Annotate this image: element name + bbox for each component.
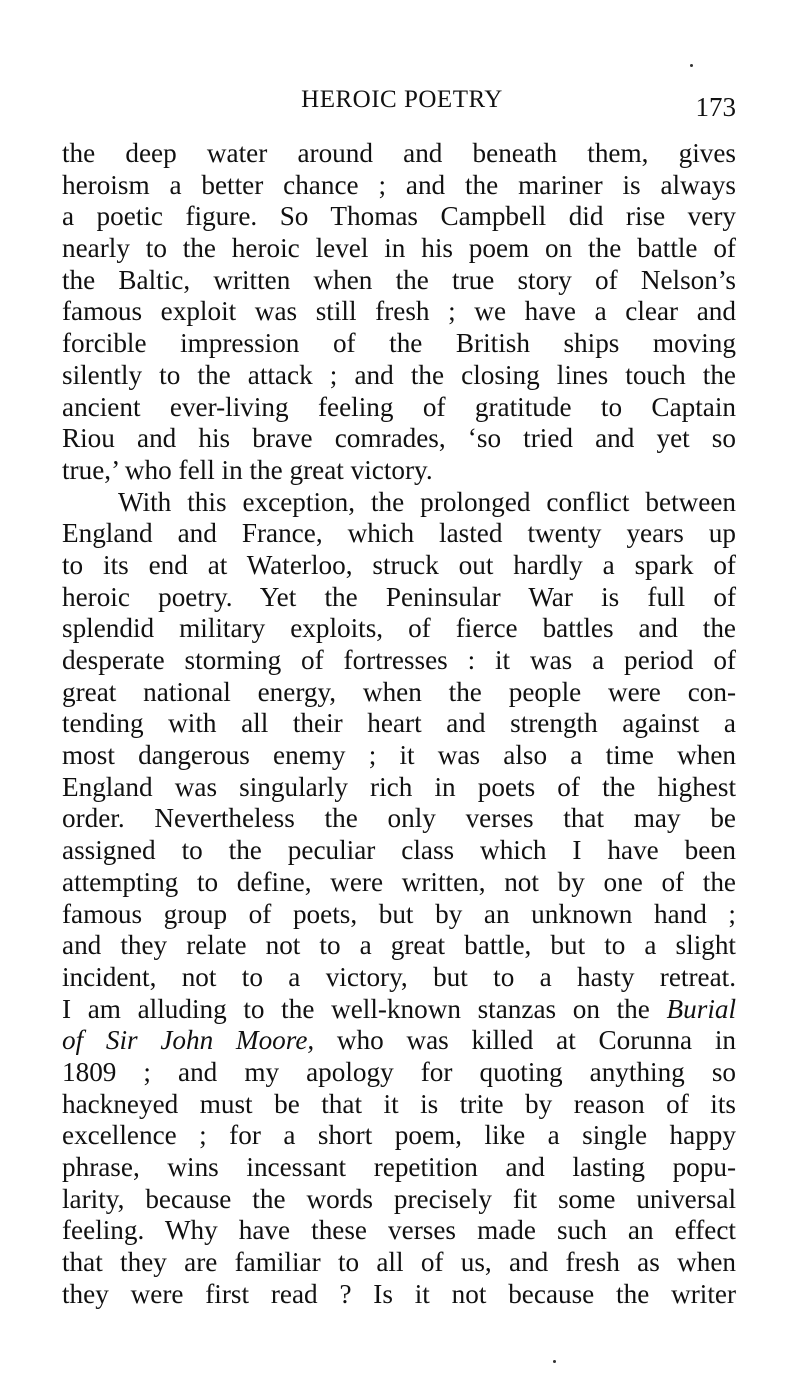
text-line: incident, not to a victory, but to a hasty retreat.: [62, 961, 736, 992]
text-line: and they relate not to a great battle, but to a slight: [62, 930, 736, 961]
text-line: desperate storming of fortresses : it was a period of: [62, 645, 736, 675]
text-line: heroism a better chance ; and the mariner is always: [62, 169, 736, 200]
body-text: [62, 138, 736, 1310]
text-line: true,’ who fell in the great victory.: [62, 454, 433, 485]
text-line: [62, 994, 736, 1026]
text-line: larity, because the words precisely fit some universal: [62, 1183, 736, 1214]
italic-title: Burial: [666, 993, 737, 1024]
text-line: With this exception, the prolonged conflict between: [118, 486, 736, 517]
text-line: hackneyed must be that it is trite by reason of its: [62, 1088, 736, 1119]
text-line: England and France, which lasted twenty years up: [62, 518, 736, 549]
text-line: England was singularly rich in poets of the highest: [62, 771, 736, 802]
text-line: famous exploit was still fresh ; we have a clear and: [62, 296, 736, 327]
page-number: 173: [695, 92, 736, 122]
text-line: splendid military exploits, of fierce battles and the: [62, 613, 736, 644]
text-line: forcible impression of the British ships moving: [62, 328, 736, 359]
running-title: HEROIC POETRY: [301, 86, 503, 113]
text-line: great national energy, when the people were con-: [62, 676, 736, 707]
text-line: excellence ; for a short poem, like a single happy: [62, 1120, 736, 1151]
text-line: Riou and his brave comrades, ‘so tried and yet so: [62, 423, 736, 454]
text-line: heroic poetry. Yet the Peninsular War is full of: [62, 581, 736, 612]
text-line: assigned to the peculiar class which I have been: [62, 835, 736, 866]
text-line: they were first read ? Is it not because the writer: [62, 1278, 736, 1309]
text-line: ancient ever-living feeling of gratitude to Captain: [62, 391, 736, 422]
text-line: the deep water around and beneath them, gives: [62, 138, 736, 168]
text-line: famous group of poets, but by an unknown hand ;: [62, 898, 736, 929]
text-line: most dangerous enemy ; it was also a time when: [62, 740, 736, 771]
text-segment: who was killed at Corunna in: [336, 1025, 736, 1056]
text-line: silently to the attack ; and the closing lines touch the: [62, 359, 736, 390]
text-line: order. Nevertheless the only verses that may be: [62, 803, 736, 834]
text-line: attempting to define, were written, not by one of the: [62, 866, 736, 897]
text-line: tending with all their heart and strength against a: [62, 708, 736, 739]
text-segment: I am alluding to the well-known stanzas on the: [62, 993, 650, 1024]
text-line: phrase, wins incessant repetition and lasting popu-: [62, 1152, 736, 1182]
text-line: nearly to the heroic level in his poem on the battle of: [62, 233, 736, 264]
italic-title: of Sir John Moore,: [62, 1025, 315, 1056]
text-line: a poetic figure. So Thomas Campbell did rise very: [62, 201, 736, 232]
text-line: the Baltic, written when the true story of Nelson’s: [62, 264, 736, 295]
text-line: to its end at Waterloo, struck out hardly a spark of: [62, 549, 736, 580]
paper-speck: [690, 64, 693, 67]
text-line: 1809 ; and my apology for quoting anything so: [62, 1056, 736, 1087]
paper-speck: [553, 1360, 556, 1363]
page-header: [62, 86, 742, 126]
text-line: that they are familiar to all of us, and fresh as when: [62, 1247, 736, 1278]
text-line: [62, 1025, 736, 1057]
text-line: feeling. Why have these verses made such an effect: [62, 1215, 736, 1246]
